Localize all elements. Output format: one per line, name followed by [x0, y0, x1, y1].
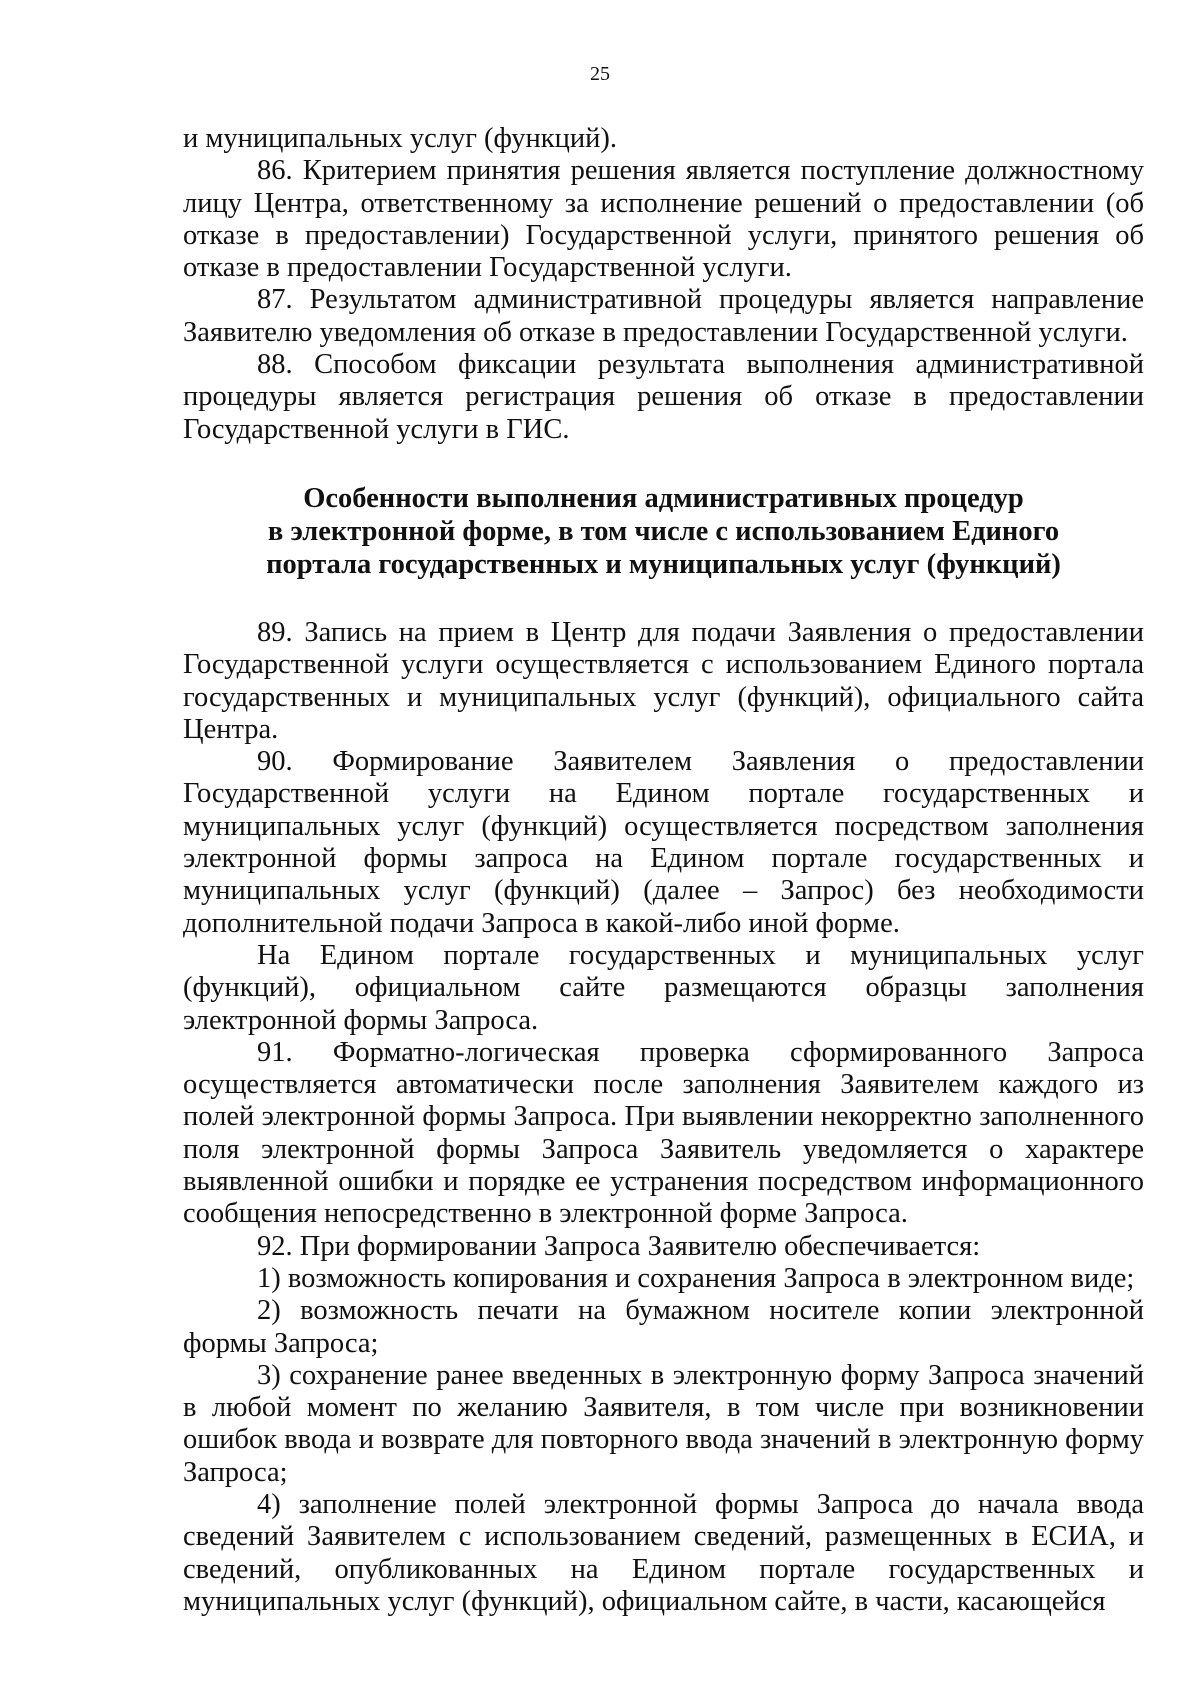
list-item-4: 4) заполнение полей электронной формы Запроса до начала ввода сведений Заявителем с использованием сведений, размещенных в ЕСИА, и сведений, опубликованных на Едином портале государственных и муниципальных услуг (функций), официальном сайте, в части, касающейся	[183, 1488, 1144, 1617]
document-body	[183, 123, 1144, 1618]
list-item-1: 1) возможность копирования и сохранения Запроса в электронном виде;	[257, 1262, 1135, 1294]
paragraph-86: 86. Критерием принятия решения является поступление должностному лицу Центра, ответственному за исполнение решений о предоставлении (об отказе в предоставлении) Государственной услуги, принятого решения об отказе в предоставлении Государственной услуги.	[183, 155, 1144, 284]
paragraph-92: 92. При формировании Запроса Заявителю обеспечивается:	[257, 1230, 981, 1262]
paragraph-88: 88. Способом фиксации результата выполнения административной процедуры является регистрация решения об отказе в предоставлении Государственной услуги в ГИС.	[183, 349, 1144, 445]
paragraph-portal-samples: На Едином портале государственных и муниципальных услуг (функций), официальном сайте размещаются образцы заполнения электронной формы Запроса.	[183, 939, 1144, 1036]
heading-line-1: Особенности выполнения административных процедур	[303, 482, 1024, 514]
paragraph-90: 90. Формирование Заявителем Заявления о предоставлении Государственной услуги на Едином портале государственных и муниципальных услуг (функций) осуществляется посредством заполнения электронной формы запроса на Едином портале государственных и муниципальных услуг (функций) (далее – Запрос) без необходимости дополнительной подачи Запроса в какой-либо иной форме.	[183, 746, 1144, 939]
heading-line-2: в электронной форме, в том числе с использованием Единого	[267, 515, 1060, 547]
paragraph-continuation: и муниципальных услуг (функций).	[183, 123, 617, 154]
list-item-3: 3) сохранение ранее введенных в электронную форму Запроса значений в любой момент по желанию Заявителя, в том числе при возникновении ошибок ввода и возврате для повторного ввода значений в электронную форму Запроса;	[183, 1359, 1144, 1488]
paragraph-91: 91. Форматно-логическая проверка сформированного Запроса осуществляется автоматически после заполнения Заявителем каждого из полей электронной формы Запроса. При выявлении некорректно заполненного поля электронной формы Запроса Заявитель уведомляется о характере выявленной ошибки и порядке ее устранения посредством информационного сообщения непосредственно в электронной форме Запроса.	[183, 1036, 1144, 1230]
paragraph-87: 87. Результатом административной процедуры является направление Заявителю уведомления об отказе в предоставлении Государственной услуги.	[183, 284, 1144, 348]
list-item-2: 2) возможность печати на бумажном носителе копии электронной формы Запроса;	[183, 1295, 1144, 1359]
section-heading	[183, 482, 1144, 581]
paragraph-89: 89. Запись на прием в Центр для подачи Заявления о предоставлении Государственной услуги осуществляется с использованием Единого портала государственных и муниципальных услуг (функций), официального сайта Центра.	[183, 616, 1144, 745]
page-number: 25	[590, 63, 610, 85]
heading-line-3: портала государственных и муниципальных услуг (функций)	[266, 548, 1061, 580]
